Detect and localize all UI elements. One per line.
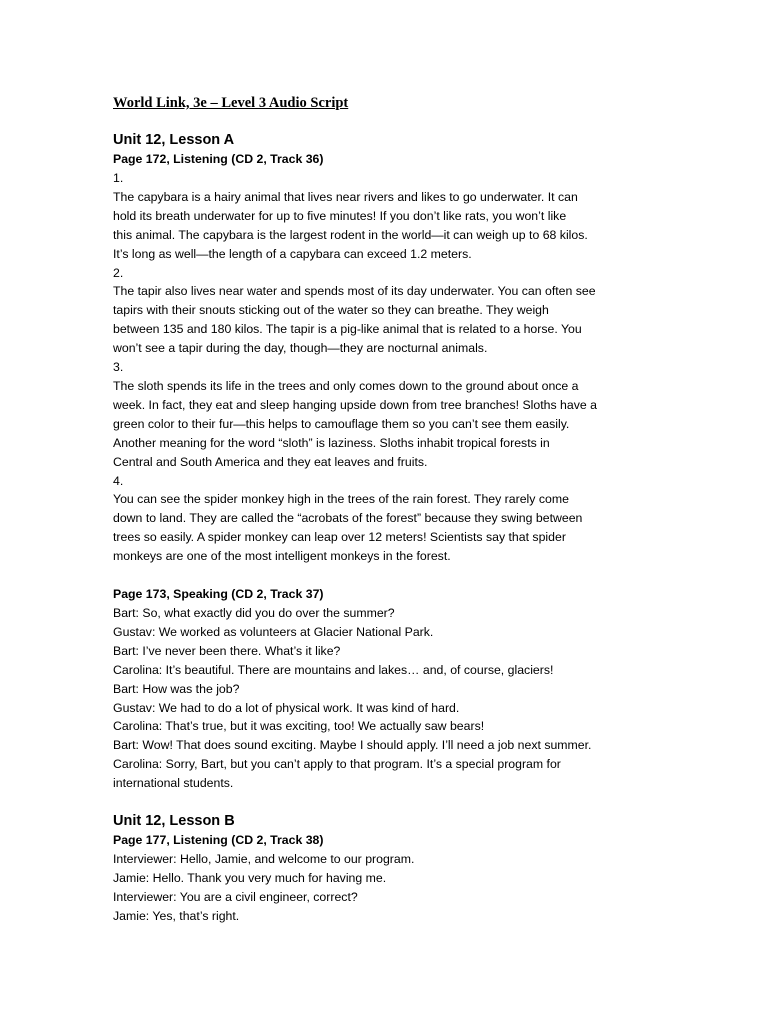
document-page bbox=[113, 94, 658, 926]
script-line: Central and South America and they eat leaves and fruits. bbox=[113, 454, 428, 469]
unit-12-lesson-a-heading: Unit 12, Lesson A bbox=[113, 132, 235, 148]
dialogue-line: Gustav: We had to do a lot of physical work. It was kind of hard. bbox=[113, 700, 460, 715]
dialogue-line: Jamie: Hello. Thank you very much for having me. bbox=[113, 871, 387, 885]
script-line: The sloth spends its life in the trees and only comes down to the ground about once a bbox=[113, 378, 579, 393]
script-line: It’s long as well—the length of a capybara can exceed 1.2 meters. bbox=[113, 246, 472, 261]
script-line: 1. bbox=[113, 171, 124, 185]
script-line: The capybara is a hairy animal that lives near rivers and likes to go underwater. It can bbox=[113, 189, 578, 204]
script-line: 3. bbox=[113, 360, 124, 375]
listening-track-38-heading: Page 177, Listening (CD 2, Track 38) bbox=[113, 833, 324, 848]
dialogue-line: Bart: So, what exactly did you do over the summer? bbox=[113, 606, 395, 621]
script-line: week. In fact, they eat and sleep hanging upside down from tree branches! Sloths have a bbox=[113, 397, 597, 412]
unit-12-lesson-b-heading: Unit 12, Lesson B bbox=[113, 813, 235, 830]
dialogue-line: Carolina: It’s beautiful. There are mountains and lakes… and, of course, glaciers! bbox=[113, 662, 554, 677]
dialogue-line: Carolina: That’s true, but it was exciting, too! We actually saw bears! bbox=[113, 719, 485, 734]
dialogue-line: international students. bbox=[113, 776, 234, 791]
script-line: Another meaning for the word “sloth” is laziness. Sloths inhabit tropical forests in bbox=[113, 435, 550, 450]
script-line: tapirs with their snouts sticking out of the water so they can breathe. They weigh bbox=[113, 303, 549, 318]
speaking-track-37-script bbox=[113, 604, 658, 793]
listening-track-36-script bbox=[113, 169, 658, 566]
script-line: green color to their fur—this helps to camouflage them so you can’t see them easily. bbox=[113, 416, 570, 431]
script-line: down to land. They are called the “acrobats of the forest” because they swing between bbox=[113, 511, 583, 526]
dialogue-line: Jamie: Yes, that’s right. bbox=[113, 908, 240, 923]
listening-track-36-heading: Page 172, Listening (CD 2, Track 36) bbox=[113, 152, 324, 166]
dialogue-line: Interviewer: You are a civil engineer, correct? bbox=[113, 889, 358, 904]
dialogue-line: Bart: Wow! That does sound exciting. Maybe I should apply. I’ll need a job next summer. bbox=[113, 738, 592, 753]
dialogue-line: Bart: How was the job? bbox=[113, 681, 240, 696]
script-line: this animal. The capybara is the largest rodent in the world—it can weigh up to 68 kilos. bbox=[113, 227, 588, 242]
document-title: World Link, 3e – Level 3 Audio Script bbox=[113, 95, 349, 111]
script-line: 4. bbox=[113, 473, 124, 488]
script-line: hold its breath underwater for up to five minutes! If you don’t like rats, you won’t like bbox=[113, 208, 567, 223]
speaking-track-37-heading: Page 173, Speaking (CD 2, Track 37) bbox=[113, 587, 324, 602]
dialogue-line: Gustav: We worked as volunteers at Glacier National Park. bbox=[113, 624, 434, 639]
listening-track-38-script bbox=[113, 850, 658, 926]
script-line: between 135 and 180 kilos. The tapir is a pig-like animal that is related to a horse. You bbox=[113, 322, 582, 337]
script-line: You can see the spider monkey high in the trees of the rain forest. They rarely come bbox=[113, 492, 569, 507]
script-line: won’t see a tapir during the day, though—they are nocturnal animals. bbox=[113, 341, 488, 356]
dialogue-line: Bart: I’ve never been there. What’s it like? bbox=[113, 643, 341, 658]
script-line: monkeys are one of the most intelligent monkeys in the forest. bbox=[113, 549, 451, 564]
script-line: The tapir also lives near water and spends most of its day underwater. You can often see bbox=[113, 284, 596, 299]
script-line: 2. bbox=[113, 265, 124, 280]
script-line: trees so easily. A spider monkey can leap over 12 meters! Scientists say that spider bbox=[113, 530, 566, 545]
dialogue-line: Carolina: Sorry, Bart, but you can’t apply to that program. It’s a special program for bbox=[113, 757, 561, 772]
dialogue-line: Interviewer: Hello, Jamie, and welcome to our program. bbox=[113, 852, 415, 867]
